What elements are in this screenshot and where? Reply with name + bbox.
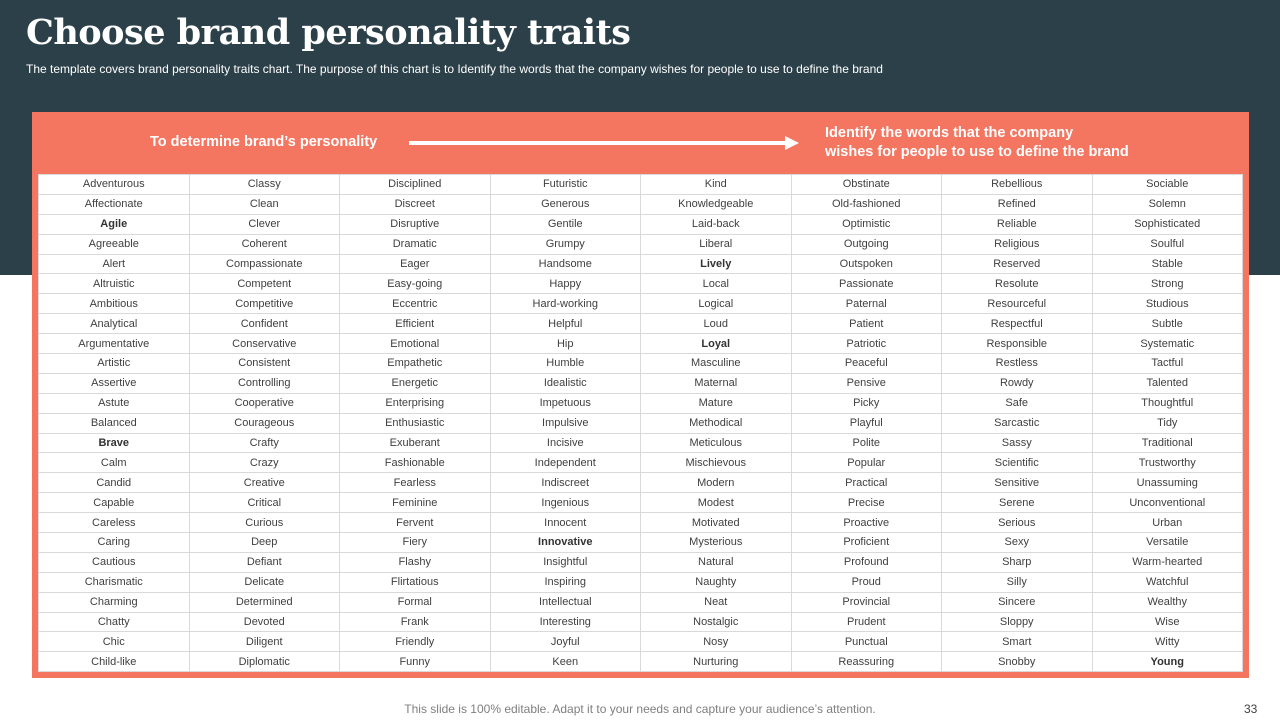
trait-cell: Happy <box>490 274 641 294</box>
trait-cell: Naughty <box>641 572 792 592</box>
traits-table <box>38 174 1243 672</box>
trait-cell: Agreeable <box>39 234 190 254</box>
table-row <box>39 552 1243 572</box>
trait-cell: Assertive <box>39 373 190 393</box>
trait-cell: Impetuous <box>490 393 641 413</box>
trait-cell: Outgoing <box>791 234 942 254</box>
trait-cell: Clean <box>189 194 340 214</box>
trait-cell: Wise <box>1092 612 1243 632</box>
trait-cell: Classy <box>189 175 340 195</box>
trait-cell: Reliable <box>942 214 1093 234</box>
trait-cell: Optimistic <box>791 214 942 234</box>
trait-cell: Humble <box>490 354 641 374</box>
trait-cell: Safe <box>942 393 1093 413</box>
trait-cell: Nostalgic <box>641 612 792 632</box>
table-row <box>39 234 1243 254</box>
trait-cell: Picky <box>791 393 942 413</box>
trait-cell: Maternal <box>641 373 792 393</box>
trait-cell: Mature <box>641 393 792 413</box>
trait-cell: Young <box>1092 652 1243 672</box>
trait-cell: Energetic <box>340 373 491 393</box>
trait-cell: Resourceful <box>942 294 1093 314</box>
table-row <box>39 334 1243 354</box>
trait-cell: Wealthy <box>1092 592 1243 612</box>
footer-note: This slide is 100% editable. Adapt it to your needs and capture your audience’s attention. <box>404 702 876 716</box>
trait-cell: Disciplined <box>340 175 491 195</box>
trait-cell: Sexy <box>942 533 1093 553</box>
trait-cell: Frank <box>340 612 491 632</box>
trait-cell: Patriotic <box>791 334 942 354</box>
trait-cell: Consistent <box>189 354 340 374</box>
trait-cell: Sociable <box>1092 175 1243 195</box>
trait-cell: Tactful <box>1092 354 1243 374</box>
trait-cell: Systematic <box>1092 334 1243 354</box>
trait-cell: Careless <box>39 513 190 533</box>
trait-cell: Provincial <box>791 592 942 612</box>
trait-cell: Traditional <box>1092 433 1243 453</box>
trait-cell: Alert <box>39 254 190 274</box>
trait-cell: Competent <box>189 274 340 294</box>
trait-cell: Passionate <box>791 274 942 294</box>
trait-cell: Diligent <box>189 632 340 652</box>
traits-table-body <box>39 175 1243 672</box>
banner-right-line-1: Identify the words that the company <box>825 125 1074 141</box>
trait-cell: Joyful <box>490 632 641 652</box>
trait-cell: Conservative <box>189 334 340 354</box>
trait-cell: Clever <box>189 214 340 234</box>
table-row <box>39 254 1243 274</box>
trait-cell: Feminine <box>340 493 491 513</box>
trait-cell: Gentile <box>490 214 641 234</box>
table-row <box>39 314 1243 334</box>
trait-cell: Critical <box>189 493 340 513</box>
trait-cell: Trustworthy <box>1092 453 1243 473</box>
slide-title: Choose brand personality traits <box>26 12 631 53</box>
trait-cell: Proud <box>791 572 942 592</box>
trait-cell: Practical <box>791 473 942 493</box>
trait-cell: Flashy <box>340 552 491 572</box>
trait-cell: Affectionate <box>39 194 190 214</box>
trait-cell: Hip <box>490 334 641 354</box>
table-row <box>39 453 1243 473</box>
table-row <box>39 373 1243 393</box>
trait-cell: Obstinate <box>791 175 942 195</box>
trait-cell: Courageous <box>189 413 340 433</box>
trait-cell: Urban <box>1092 513 1243 533</box>
trait-cell: Determined <box>189 592 340 612</box>
trait-cell: Studious <box>1092 294 1243 314</box>
trait-cell: Mischievous <box>641 453 792 473</box>
trait-cell: Strong <box>1092 274 1243 294</box>
page-number: 33 <box>1244 702 1258 716</box>
trait-cell: Masculine <box>641 354 792 374</box>
trait-cell: Interesting <box>490 612 641 632</box>
trait-cell: Patient <box>791 314 942 334</box>
trait-cell: Crafty <box>189 433 340 453</box>
trait-cell: Scientific <box>942 453 1093 473</box>
trait-cell: Deep <box>189 533 340 553</box>
trait-cell: Flirtatious <box>340 572 491 592</box>
trait-cell: Brave <box>39 433 190 453</box>
trait-cell: Watchful <box>1092 572 1243 592</box>
arrow-right-icon <box>409 136 799 150</box>
trait-cell: Neat <box>641 592 792 612</box>
trait-cell: Inspiring <box>490 572 641 592</box>
trait-cell: Sincere <box>942 592 1093 612</box>
trait-cell: Controlling <box>189 373 340 393</box>
trait-cell: Efficient <box>340 314 491 334</box>
banner-left-label: To determine brand’s personality <box>150 134 378 150</box>
trait-cell: Solemn <box>1092 194 1243 214</box>
trait-cell: Playful <box>791 413 942 433</box>
trait-cell: Intellectual <box>490 592 641 612</box>
table-row <box>39 592 1243 612</box>
trait-cell: Cooperative <box>189 393 340 413</box>
trait-cell: Resolute <box>942 274 1093 294</box>
trait-cell: Compassionate <box>189 254 340 274</box>
trait-cell: Sassy <box>942 433 1093 453</box>
trait-cell: Nurturing <box>641 652 792 672</box>
table-row <box>39 433 1243 453</box>
trait-cell: Generous <box>490 194 641 214</box>
trait-cell: Thoughtful <box>1092 393 1243 413</box>
banner-right-line-2: wishes for people to use to define the brand <box>825 144 1129 160</box>
trait-cell: Subtle <box>1092 314 1243 334</box>
trait-cell: Rebellious <box>942 175 1093 195</box>
trait-cell: Unassuming <box>1092 473 1243 493</box>
trait-cell: Prudent <box>791 612 942 632</box>
table-row <box>39 354 1243 374</box>
trait-cell: Sharp <box>942 552 1093 572</box>
trait-cell: Talented <box>1092 373 1243 393</box>
trait-cell: Sarcastic <box>942 413 1093 433</box>
table-row <box>39 632 1243 652</box>
trait-cell: Grumpy <box>490 234 641 254</box>
trait-cell: Defiant <box>189 552 340 572</box>
table-row <box>39 214 1243 234</box>
table-row <box>39 194 1243 214</box>
table-row <box>39 175 1243 195</box>
trait-cell: Outspoken <box>791 254 942 274</box>
trait-cell: Warm-hearted <box>1092 552 1243 572</box>
trait-cell: Insightful <box>490 552 641 572</box>
table-row <box>39 493 1243 513</box>
trait-cell: Creative <box>189 473 340 493</box>
trait-cell: Enterprising <box>340 393 491 413</box>
table-row <box>39 533 1243 553</box>
trait-cell: Charming <box>39 592 190 612</box>
trait-cell: Modern <box>641 473 792 493</box>
trait-cell: Sloppy <box>942 612 1093 632</box>
table-row <box>39 612 1243 632</box>
table-row <box>39 572 1243 592</box>
trait-cell: Refined <box>942 194 1093 214</box>
trait-cell: Tidy <box>1092 413 1243 433</box>
trait-cell: Local <box>641 274 792 294</box>
trait-cell: Futuristic <box>490 175 641 195</box>
trait-cell: Logical <box>641 294 792 314</box>
trait-cell: Discreet <box>340 194 491 214</box>
trait-cell: Eccentric <box>340 294 491 314</box>
trait-cell: Stable <box>1092 254 1243 274</box>
trait-cell: Paternal <box>791 294 942 314</box>
trait-cell: Child-like <box>39 652 190 672</box>
trait-cell: Argumentative <box>39 334 190 354</box>
trait-cell: Respectful <box>942 314 1093 334</box>
trait-cell: Candid <box>39 473 190 493</box>
trait-cell: Dramatic <box>340 234 491 254</box>
trait-cell: Sophisticated <box>1092 214 1243 234</box>
trait-cell: Proactive <box>791 513 942 533</box>
trait-cell: Agile <box>39 214 190 234</box>
trait-cell: Loud <box>641 314 792 334</box>
trait-cell: Innocent <box>490 513 641 533</box>
trait-cell: Witty <box>1092 632 1243 652</box>
trait-cell: Crazy <box>189 453 340 473</box>
trait-cell: Incisive <box>490 433 641 453</box>
trait-cell: Ingenious <box>490 493 641 513</box>
trait-cell: Easy-going <box>340 274 491 294</box>
trait-cell: Natural <box>641 552 792 572</box>
trait-cell: Fiery <box>340 533 491 553</box>
trait-cell: Eager <box>340 254 491 274</box>
trait-cell: Friendly <box>340 632 491 652</box>
trait-cell: Popular <box>791 453 942 473</box>
trait-cell: Chatty <box>39 612 190 632</box>
trait-cell: Handsome <box>490 254 641 274</box>
trait-cell: Precise <box>791 493 942 513</box>
trait-cell: Responsible <box>942 334 1093 354</box>
trait-cell: Reserved <box>942 254 1093 274</box>
trait-cell: Impulsive <box>490 413 641 433</box>
trait-cell: Balanced <box>39 413 190 433</box>
trait-cell: Caring <box>39 533 190 553</box>
trait-cell: Peaceful <box>791 354 942 374</box>
trait-cell: Chic <box>39 632 190 652</box>
trait-cell: Modest <box>641 493 792 513</box>
trait-cell: Restless <box>942 354 1093 374</box>
trait-cell: Rowdy <box>942 373 1093 393</box>
trait-cell: Artistic <box>39 354 190 374</box>
trait-cell: Knowledgeable <box>641 194 792 214</box>
trait-cell: Cautious <box>39 552 190 572</box>
trait-cell: Sensitive <box>942 473 1093 493</box>
trait-cell: Liberal <box>641 234 792 254</box>
table-row <box>39 413 1243 433</box>
trait-cell: Loyal <box>641 334 792 354</box>
slide-subtitle: The template covers brand personality traits chart. The purpose of this chart is to Identify the words that the company wishes for people to use to define the brand <box>26 62 883 76</box>
trait-cell: Fearless <box>340 473 491 493</box>
trait-cell: Delicate <box>189 572 340 592</box>
trait-cell: Coherent <box>189 234 340 254</box>
table-row <box>39 513 1243 533</box>
trait-cell: Formal <box>340 592 491 612</box>
trait-cell: Empathetic <box>340 354 491 374</box>
trait-cell: Proficient <box>791 533 942 553</box>
trait-cell: Smart <box>942 632 1093 652</box>
trait-cell: Religious <box>942 234 1093 254</box>
trait-cell: Motivated <box>641 513 792 533</box>
trait-cell: Lively <box>641 254 792 274</box>
trait-cell: Polite <box>791 433 942 453</box>
trait-cell: Charismatic <box>39 572 190 592</box>
trait-cell: Mysterious <box>641 533 792 553</box>
trait-cell: Hard-working <box>490 294 641 314</box>
trait-cell: Reassuring <box>791 652 942 672</box>
trait-cell: Old-fashioned <box>791 194 942 214</box>
trait-cell: Confident <box>189 314 340 334</box>
trait-cell: Calm <box>39 453 190 473</box>
trait-cell: Versatile <box>1092 533 1243 553</box>
trait-cell: Nosy <box>641 632 792 652</box>
trait-cell: Pensive <box>791 373 942 393</box>
trait-cell: Devoted <box>189 612 340 632</box>
trait-cell: Fervent <box>340 513 491 533</box>
table-row <box>39 274 1243 294</box>
trait-cell: Keen <box>490 652 641 672</box>
trait-cell: Altruistic <box>39 274 190 294</box>
trait-cell: Exuberant <box>340 433 491 453</box>
trait-cell: Idealistic <box>490 373 641 393</box>
traits-panel <box>32 112 1249 678</box>
trait-cell: Enthusiastic <box>340 413 491 433</box>
trait-cell: Soulful <box>1092 234 1243 254</box>
trait-cell: Helpful <box>490 314 641 334</box>
table-row <box>39 652 1243 672</box>
trait-cell: Methodical <box>641 413 792 433</box>
trait-cell: Kind <box>641 175 792 195</box>
trait-cell: Ambitious <box>39 294 190 314</box>
trait-cell: Diplomatic <box>189 652 340 672</box>
trait-cell: Laid-back <box>641 214 792 234</box>
trait-cell: Serious <box>942 513 1093 533</box>
trait-cell: Adventurous <box>39 175 190 195</box>
trait-cell: Unconventional <box>1092 493 1243 513</box>
banner-right-label <box>825 124 1205 162</box>
trait-cell: Analytical <box>39 314 190 334</box>
trait-cell: Curious <box>189 513 340 533</box>
trait-cell: Independent <box>490 453 641 473</box>
trait-cell: Competitive <box>189 294 340 314</box>
trait-cell: Meticulous <box>641 433 792 453</box>
trait-cell: Silly <box>942 572 1093 592</box>
trait-cell: Disruptive <box>340 214 491 234</box>
trait-cell: Serene <box>942 493 1093 513</box>
trait-cell: Capable <box>39 493 190 513</box>
trait-cell: Profound <box>791 552 942 572</box>
trait-cell: Snobby <box>942 652 1093 672</box>
trait-cell: Indiscreet <box>490 473 641 493</box>
trait-cell: Punctual <box>791 632 942 652</box>
trait-cell: Innovative <box>490 533 641 553</box>
table-row <box>39 294 1243 314</box>
trait-cell: Fashionable <box>340 453 491 473</box>
trait-cell: Funny <box>340 652 491 672</box>
trait-cell: Astute <box>39 393 190 413</box>
trait-cell: Emotional <box>340 334 491 354</box>
table-row <box>39 393 1243 413</box>
table-row <box>39 473 1243 493</box>
